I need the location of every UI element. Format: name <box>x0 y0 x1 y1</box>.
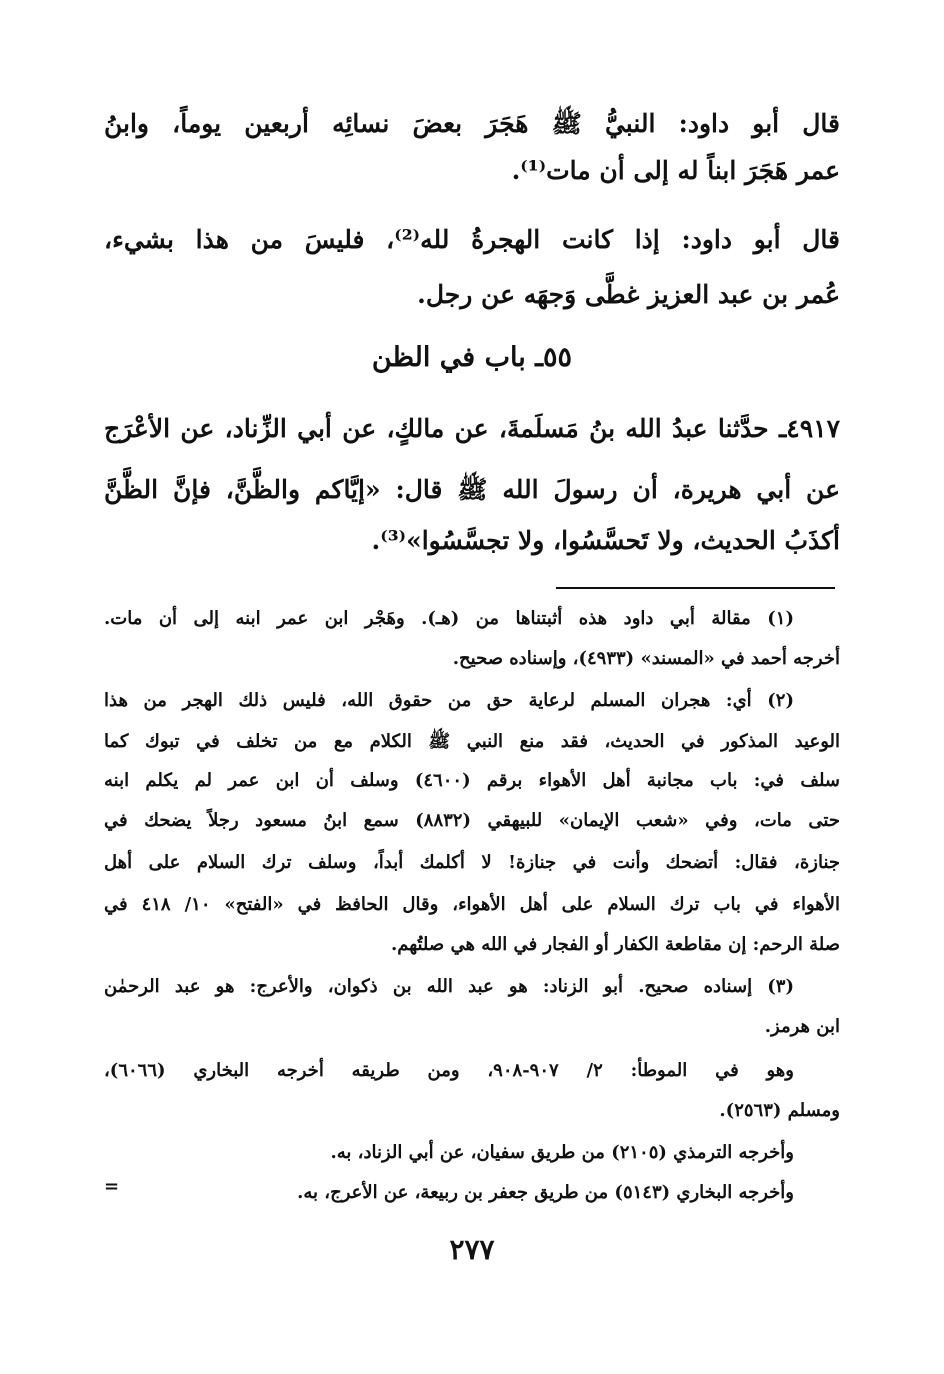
hadith-text-line: ٤٩١٧ـ حدَّثنا عبدُ الله بنُ مَسلَمةَ، عن مالكٍ، عن أبي الزِّناد، عن الأعْرَج <box>104 414 840 443</box>
footnote-line: جنازة، فقال: أتضحك وأنت في جنازة! لا أكلمك أبداً، وسلف ترك السلام على أهل <box>104 852 840 873</box>
continuation-mark: = <box>104 1176 120 1197</box>
footnote-line: صلة الرحم: إن مقاطعة الكفار أو الفجار في الله هي صلتُهم. <box>390 934 840 955</box>
footnote-line: الأهواء في باب ترك السلام على أهل الأهواء، وقال الحافظ في «الفتح» ١٠/ ٤١٨ في <box>104 894 841 915</box>
hadith-text-line: أكذَبُ الحديث، ولا تَحسَّسُوا، ولا تجسَّسُوا»⁽³⁾. <box>371 526 840 555</box>
footnote-line: سلف في: باب مجانبة أهل الأهواء برقم (٤٦٠٠) وسلف أن ابن عمر لم يكلم ابنه <box>104 770 840 791</box>
main-text-line: قال أبو داود: النبيُّ ﷺ هَجَرَ بعضَ نسائِه أربعين يوماً، وابنُ <box>104 109 840 138</box>
footnote-line: ومسلم (٢٥٦٣). <box>719 1100 840 1121</box>
main-text-line: عمر هَجَرَ ابناً له إلى أن مات⁽¹⁾. <box>511 156 840 185</box>
hadith-text-line: عن أبي هريرة، أن رسولَ الله ﷺ قال: «إيَّاكم والظَّنَّ، فإنَّ الظَّنَّ <box>104 475 840 504</box>
footnote-line: وهو في الموطأ: ٢/ ٩٠٧-٩٠٨، ومن طريقه أخرجه البخاري (٦٠٦٦)، <box>104 1060 794 1081</box>
main-text-line: قال أبو داود: إذا كانت الهجرةُ لله⁽²⁾، فليسَ من هذا بشيء، <box>104 225 840 254</box>
footnote-line: الوعيد المذكور في الحديث، فقد منع النبي ﷺ الكلام مع من تخلف في تبوك كما <box>104 731 840 752</box>
chapter-heading: ٥٥ـ باب في الظن <box>371 342 573 373</box>
footnote-line: (١) مقالة أبي داود هذه أثبتناها من (هـ). وهَجْر ابن عمر ابنه إلى أن مات. <box>104 608 794 629</box>
main-text-line: عُمر بن عبد العزيز غطَّى وَجهَه عن رجل. <box>417 280 840 309</box>
footnote-line: أخرجه أحمد في «المسند» (٤٩٣٣)، وإسناده صحيح. <box>452 648 840 669</box>
footnote-line: (٣) إسناده صحيح. أبو الزناد: هو عبد الله بن ذكوان، والأعرج: هو عبد الرحمٰن <box>104 976 794 997</box>
footnote-line: وأخرجه البخاري (٥١٤٣) من طريق جعفر بن ربيعة، عن الأعرج، به. <box>297 1182 794 1203</box>
footnote-line: (٢) أي: هجران المسلم لرعاية حق من حقوق الله، فليس ذلك الهجر من هذا <box>104 690 794 711</box>
footnote-separator <box>556 587 835 589</box>
footnote-line: ابن هرمز. <box>764 1016 840 1037</box>
page-number: ٢٧٧ <box>449 1233 495 1266</box>
footnote-line: حتى مات، وفي «شعب الإيمان» للبيهقي (٨٨٣٢) سمع ابنُ مسعود رجلاً يضحك في <box>104 810 840 831</box>
footnote-line: وأخرجه الترمذي (٢١٠٥) من طريق سفيان، عن أبي الزناد، به. <box>330 1142 794 1163</box>
